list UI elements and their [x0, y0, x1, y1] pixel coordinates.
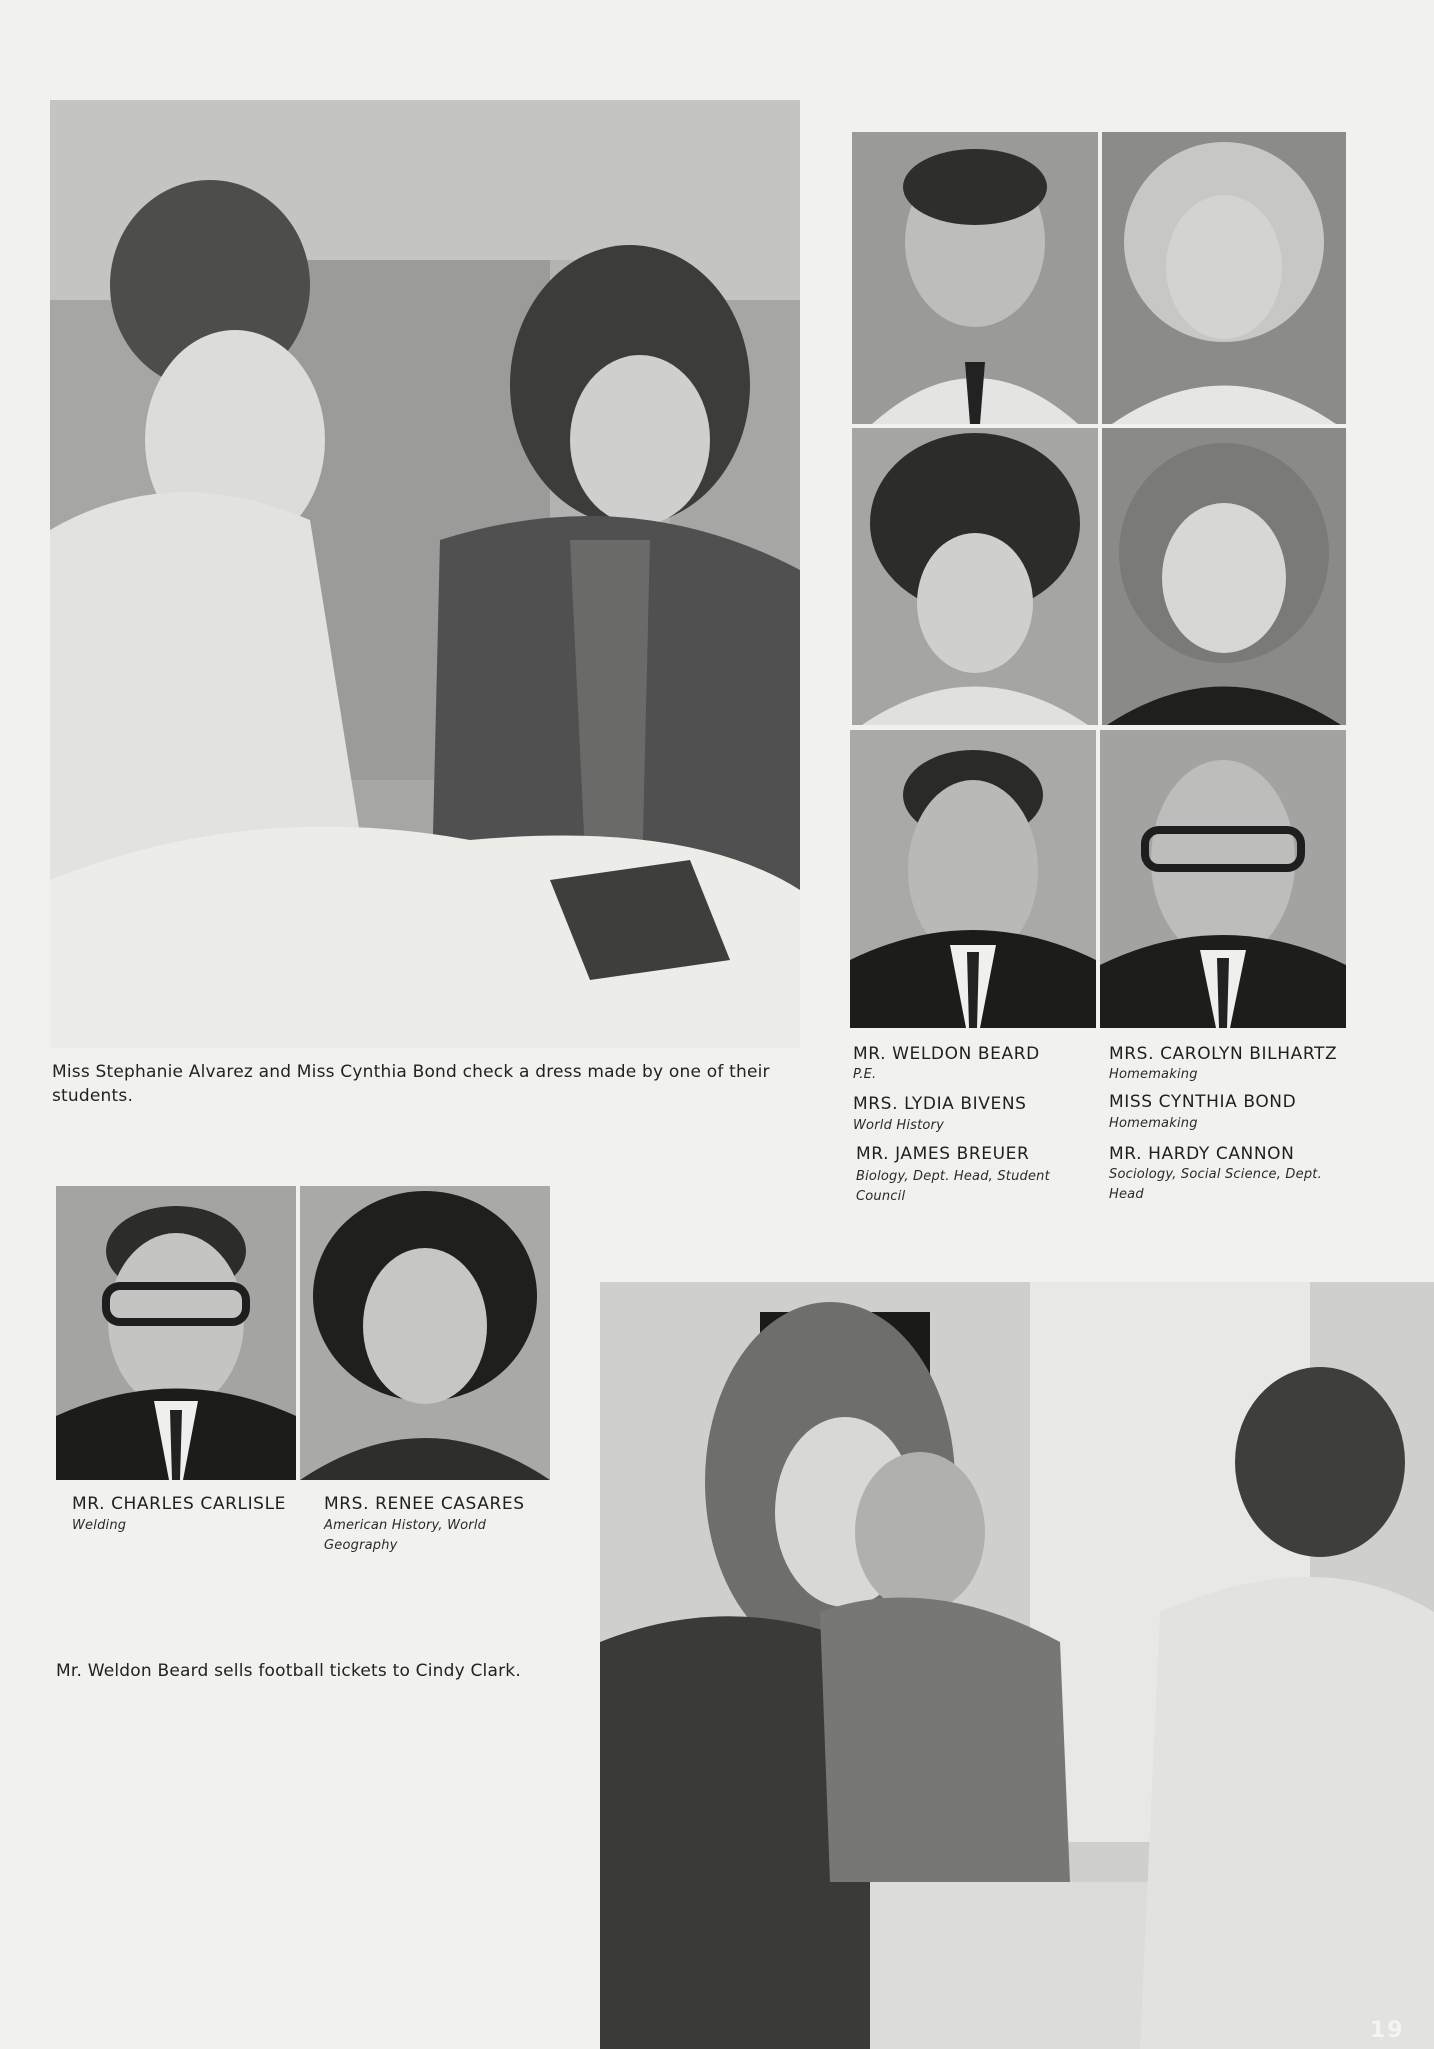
faculty-dept-hardy-cannon: Sociology, Social Science, Dept. Head: [1109, 1167, 1322, 1202]
portrait-lydia-bivens: [852, 428, 1098, 725]
photo-tickets: [600, 1282, 1434, 2049]
faculty-dept-lydia-bivens: World History: [853, 1118, 944, 1133]
photo-sewing-image: [50, 100, 800, 1048]
faculty-name-lydia-bivens: MRS. LYDIA BIVENS: [853, 1094, 1027, 1114]
faculty-name-hardy-cannon: MR. HARDY CANNON: [1109, 1144, 1295, 1164]
faculty-name-james-breuer: MR. JAMES BREUER: [856, 1144, 1030, 1164]
caption-sewing: Miss Stephanie Alvarez and Miss Cynthia Bond check a dress made by one of their students.: [52, 1062, 770, 1106]
faculty-name-weldon-beard: MR. WELDON BEARD: [853, 1044, 1040, 1064]
faculty-dept-cynthia-bond: Homemaking: [1109, 1116, 1198, 1131]
caption-tickets: Mr. Weldon Beard sells football tickets to Cindy Clark.: [56, 1661, 521, 1681]
faculty-dept-james-breuer: Biology, Dept. Head, Student Council: [856, 1169, 1050, 1204]
portrait-hardy-cannon: [1100, 730, 1346, 1028]
portrait-renee-casares: [300, 1186, 550, 1480]
portrait-weldon-beard: [852, 132, 1098, 424]
faculty-dept-renee-casares: American History, World Geography: [324, 1518, 487, 1553]
faculty-name-cynthia-bond: MISS CYNTHIA BOND: [1109, 1092, 1297, 1112]
faculty-dept-weldon-beard: P.E.: [853, 1067, 877, 1082]
faculty-dept-charles-carlisle: Welding: [72, 1518, 127, 1533]
portrait-james-breuer: [850, 730, 1096, 1028]
portrait-cynthia-bond: [1102, 428, 1346, 725]
portrait-charles-carlisle: [56, 1186, 296, 1480]
faculty-name-renee-casares: MRS. RENEE CASARES: [324, 1494, 525, 1514]
faculty-name-charles-carlisle: MR. CHARLES CARLISLE: [72, 1494, 286, 1514]
faculty-name-carolyn-bilhartz: MRS. CAROLYN BILHARTZ: [1109, 1044, 1338, 1064]
photo-tickets-image: [600, 1282, 1434, 2049]
faculty-dept-carolyn-bilhartz: Homemaking: [1109, 1067, 1198, 1082]
page-number: 19: [1370, 2018, 1405, 2043]
photo-sewing: [50, 100, 800, 1048]
portrait-carolyn-bilhartz: [1102, 132, 1346, 424]
